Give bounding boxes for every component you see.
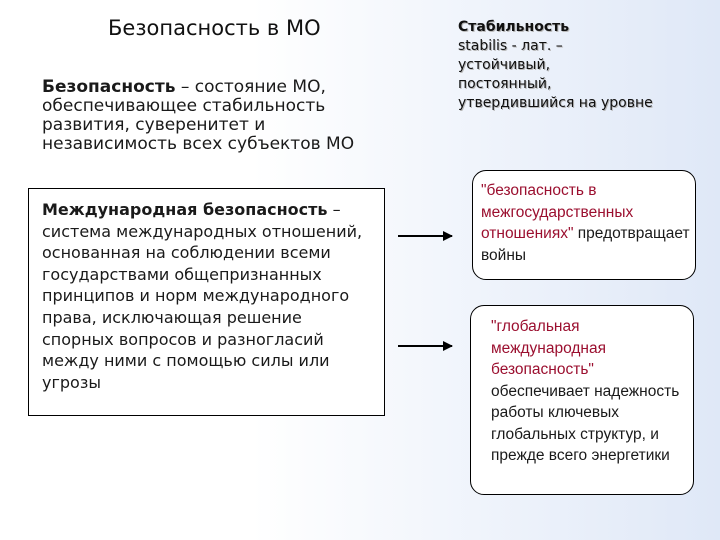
stability-line-4: утвердившийся на уровне — [458, 95, 653, 111]
slide-title: Безопасность в МО — [108, 16, 321, 40]
global-security-term: "глобальная международная безопасность" — [491, 318, 606, 378]
global-security-effect: обеспечивает надежность работы ключевых глобальных структур, и прежде всего энергетики — [491, 382, 680, 464]
stability-line-1: stabilis - лат. – — [458, 38, 563, 54]
stability-heading: Стабильность — [458, 19, 570, 35]
international-security-text: – система международных отношений, основанная на соблюдении всеми государствами общепризнанных принципов и норм международного права, исключающая решение спорных вопросов и разногласий между ними с помощью силы или угрозы — [42, 200, 363, 392]
interstate-security-effect: предотвращает войны — [481, 225, 690, 264]
stability-line-2: устойчивый, — [458, 57, 551, 73]
security-definition-text: – состояние МО, обеспечивающее стабильность развития, суверенитет и независимость всех субъектов МО — [42, 77, 355, 154]
global-security-text — [491, 316, 687, 467]
interstate-security-term: "безопасность в межгосударственных отношениях" — [481, 182, 634, 242]
global-security-card — [470, 305, 694, 495]
interstate-security-card — [472, 170, 696, 280]
interstate-security-text — [481, 180, 693, 266]
security-term: Безопасность — [42, 77, 176, 97]
stability-line-3: постоянный, — [458, 76, 552, 92]
international-security-term: Международная безопасность — [42, 200, 328, 219]
